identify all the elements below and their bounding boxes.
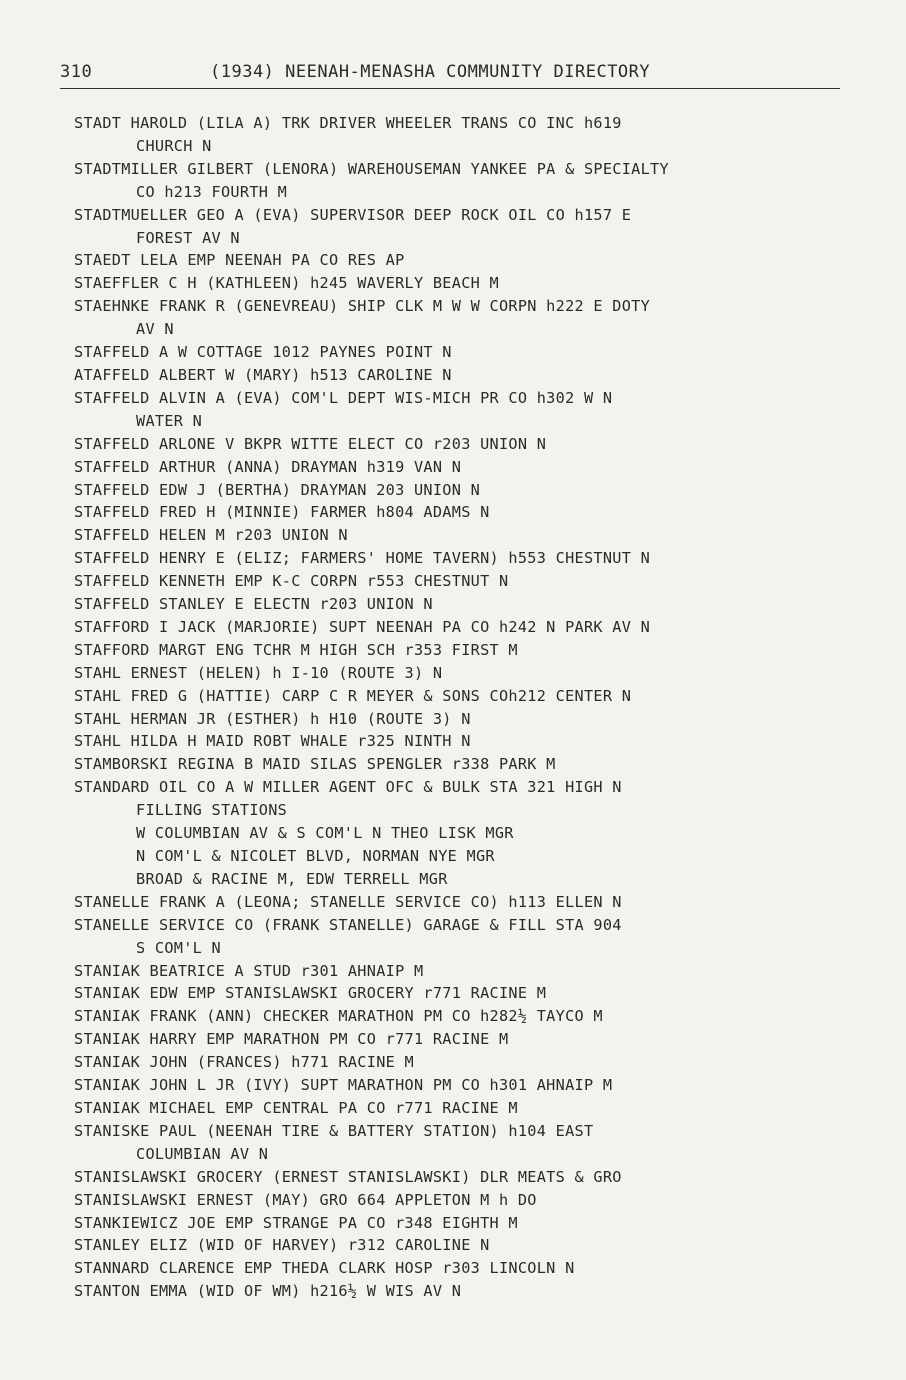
- entry-text: STAHL HERMAN JR (ESTHER) h H10 (ROUTE 3) N: [74, 709, 471, 728]
- directory-entry: [74, 1051, 874, 1074]
- directory-entry: [74, 776, 874, 891]
- entry-continuation: FILLING STATIONS: [136, 801, 288, 820]
- directory-entry: [74, 593, 874, 616]
- page-number: 310: [60, 62, 93, 82]
- entry-continuation: WATER N: [136, 411, 203, 430]
- directory-entry: [74, 204, 874, 250]
- entry-text: STANNARD CLARENCE EMP THEDA CLARK HOSP r303 LINCOLN N: [74, 1259, 575, 1278]
- entry-text: STAEHNKE FRANK R (GENEVREAU) SHIP CLK M W W CORPN h222 E DOTY: [74, 297, 651, 316]
- entry-text: STANELLE FRANK A (LEONA; STANELLE SERVICE CO) h113 ELLEN N: [74, 892, 622, 911]
- filling-station-item: BROAD & RACINE M, EDW TERRELL MGR: [136, 869, 448, 888]
- entry-text: STADTMILLER GILBERT (LENORA) WAREHOUSEMAN YANKEE PA & SPECIALTY: [74, 159, 669, 178]
- filling-station-item: W COLUMBIAN AV & S COM'L N THEO LISK MGR: [136, 824, 514, 843]
- entry-text: STANKIEWICZ JOE EMP STRANGE PA CO r348 EIGHTH M: [74, 1213, 518, 1232]
- entry-text: STAFFORD I JACK (MARJORIE) SUPT NEENAH PA CO h242 N PARK AV N: [74, 617, 651, 636]
- entry-text: STANELLE SERVICE CO (FRANK STANELLE) GARAGE & FILL STA 904: [74, 915, 622, 934]
- entry-text: STANTON EMMA (WID OF WM) h216½ W WIS AV N: [74, 1282, 462, 1301]
- directory-entry: [74, 982, 874, 1005]
- directory-entry: [74, 272, 874, 295]
- directory-entry: [74, 753, 874, 776]
- entry-continuation: AV N: [136, 320, 174, 339]
- entry-text: STAEFFLER C H (KATHLEEN) h245 WAVERLY BEACH M: [74, 274, 499, 293]
- entry-text: STAFFELD ALVIN A (EVA) COM'L DEPT WIS-MICH PR CO h302 W N: [74, 388, 613, 407]
- directory-entry: [74, 570, 874, 593]
- entry-text: STAFFELD KENNETH EMP K-C CORPN r553 CHESTNUT N: [74, 572, 509, 591]
- directory-entry: [74, 547, 874, 570]
- directory-entry: [74, 960, 874, 983]
- entry-text: STAFFELD FRED H (MINNIE) FARMER h804 ADAMS N: [74, 503, 490, 522]
- entry-text: STANDARD OIL CO A W MILLER AGENT OFC & BULK STA 321 HIGH N: [74, 778, 622, 797]
- directory-entry: [74, 249, 874, 272]
- entry-text: STAFFELD ARLONE V BKPR WITTE ELECT CO r203 UNION N: [74, 434, 547, 453]
- entry-text: STADT HAROLD (LILA A) TRK DRIVER WHEELER TRANS CO INC h619: [74, 114, 622, 132]
- directory-entry: [74, 730, 874, 753]
- directory-entry: [74, 433, 874, 456]
- entry-text: STANIAK FRANK (ANN) CHECKER MARATHON PM CO h282½ TAYCO M: [74, 1007, 603, 1026]
- entry-continuation: CO h213 FOURTH M: [136, 182, 288, 201]
- directory-entry: [74, 1166, 874, 1189]
- entry-text: STAHL HILDA H MAID ROBT WHALE r325 NINTH N: [74, 732, 471, 751]
- directory-entry: [74, 364, 874, 387]
- entry-text: STAFFELD STANLEY E ELECTN r203 UNION N: [74, 595, 433, 614]
- directory-title: (1934) NEENAH-MENASHA COMMUNITY DIRECTORY: [210, 62, 651, 82]
- entry-text: STANISLAWSKI GROCERY (ERNEST STANISLAWSKI) DLR MEATS & GRO: [74, 1167, 622, 1186]
- directory-entry: [74, 112, 874, 158]
- entry-text: STANISLAWSKI ERNEST (MAY) GRO 664 APPLETON M h DO: [74, 1190, 537, 1209]
- directory-entry: [74, 639, 874, 662]
- directory-listing: [74, 112, 874, 1303]
- entry-text: STAFFELD HELEN M r203 UNION N: [74, 526, 348, 545]
- directory-entry: [74, 662, 874, 685]
- header-rule: [60, 88, 840, 89]
- directory-entry: [74, 914, 874, 960]
- page-header: [60, 62, 840, 82]
- entry-continuation: FOREST AV N: [136, 228, 240, 247]
- entry-text: STANIAK MICHAEL EMP CENTRAL PA CO r771 RACINE M: [74, 1098, 518, 1117]
- entry-text: STAHL ERNEST (HELEN) h I-10 (ROUTE 3) N: [74, 663, 443, 682]
- entry-text: STAFFELD ARTHUR (ANNA) DRAYMAN h319 VAN N: [74, 457, 462, 476]
- entry-text: STAFFELD EDW J (BERTHA) DRAYMAN 203 UNION N: [74, 480, 481, 499]
- directory-entry: [74, 1097, 874, 1120]
- entry-text: STAEDT LELA EMP NEENAH PA CO RES AP: [74, 251, 405, 270]
- directory-entry: [74, 295, 874, 341]
- directory-entry: [74, 1257, 874, 1280]
- entry-text: STANISKE PAUL (NEENAH TIRE & BATTERY STATION) h104 EAST: [74, 1121, 594, 1140]
- directory-entry: [74, 1005, 874, 1028]
- entry-text: STANLEY ELIZ (WID OF HARVEY) r312 CAROLINE N: [74, 1236, 490, 1255]
- entry-text: STANIAK JOHN (FRANCES) h771 RACINE M: [74, 1053, 414, 1072]
- entry-continuation: COLUMBIAN AV N: [136, 1144, 269, 1163]
- entry-text: STAFFELD A W COTTAGE 1012 PAYNES POINT N: [74, 343, 452, 362]
- entry-text: STAFFELD HENRY E (ELIZ; FARMERS' HOME TAVERN) h553 CHESTNUT N: [74, 549, 651, 568]
- directory-entry: [74, 501, 874, 524]
- entry-text: STANIAK EDW EMP STANISLAWSKI GROCERY r771 RACINE M: [74, 984, 547, 1003]
- directory-entry: [74, 1120, 874, 1166]
- directory-entry: [74, 341, 874, 364]
- directory-entry: [74, 1212, 874, 1235]
- directory-entry: [74, 1234, 874, 1257]
- directory-entry: [74, 456, 874, 479]
- directory-entry: [74, 685, 874, 708]
- directory-entry: [74, 1280, 874, 1303]
- directory-entry: [74, 1028, 874, 1051]
- directory-entry: [74, 479, 874, 502]
- entry-text: STADTMUELLER GEO A (EVA) SUPERVISOR DEEP ROCK OIL CO h157 E: [74, 205, 632, 224]
- directory-entry: [74, 158, 874, 204]
- entry-text: ATAFFELD ALBERT W (MARY) h513 CAROLINE N: [74, 365, 452, 384]
- entry-text: STAHL FRED G (HATTIE) CARP C R MEYER & SONS COh212 CENTER N: [74, 686, 632, 705]
- entry-continuation: CHURCH N: [136, 136, 212, 155]
- entry-text: STANIAK JOHN L JR (IVY) SUPT MARATHON PM CO h301 AHNAIP M: [74, 1076, 613, 1095]
- directory-entry: [74, 891, 874, 914]
- entry-text: STANIAK HARRY EMP MARATHON PM CO r771 RACINE M: [74, 1030, 509, 1049]
- entry-text: STAFFORD MARGT ENG TCHR M HIGH SCH r353 FIRST M: [74, 640, 518, 659]
- entry-continuation: S COM'L N: [136, 938, 221, 957]
- directory-entry: [74, 708, 874, 731]
- filling-station-item: N COM'L & NICOLET BLVD, NORMAN NYE MGR: [136, 847, 495, 865]
- directory-entry: [74, 616, 874, 639]
- directory-entry: [74, 1189, 874, 1212]
- entry-text: STAMBORSKI REGINA B MAID SILAS SPENGLER r338 PARK M: [74, 755, 556, 774]
- directory-entry: [74, 1074, 874, 1097]
- directory-entry: [74, 524, 874, 547]
- directory-entry: [74, 387, 874, 433]
- entry-text: STANIAK BEATRICE A STUD r301 AHNAIP M: [74, 961, 424, 980]
